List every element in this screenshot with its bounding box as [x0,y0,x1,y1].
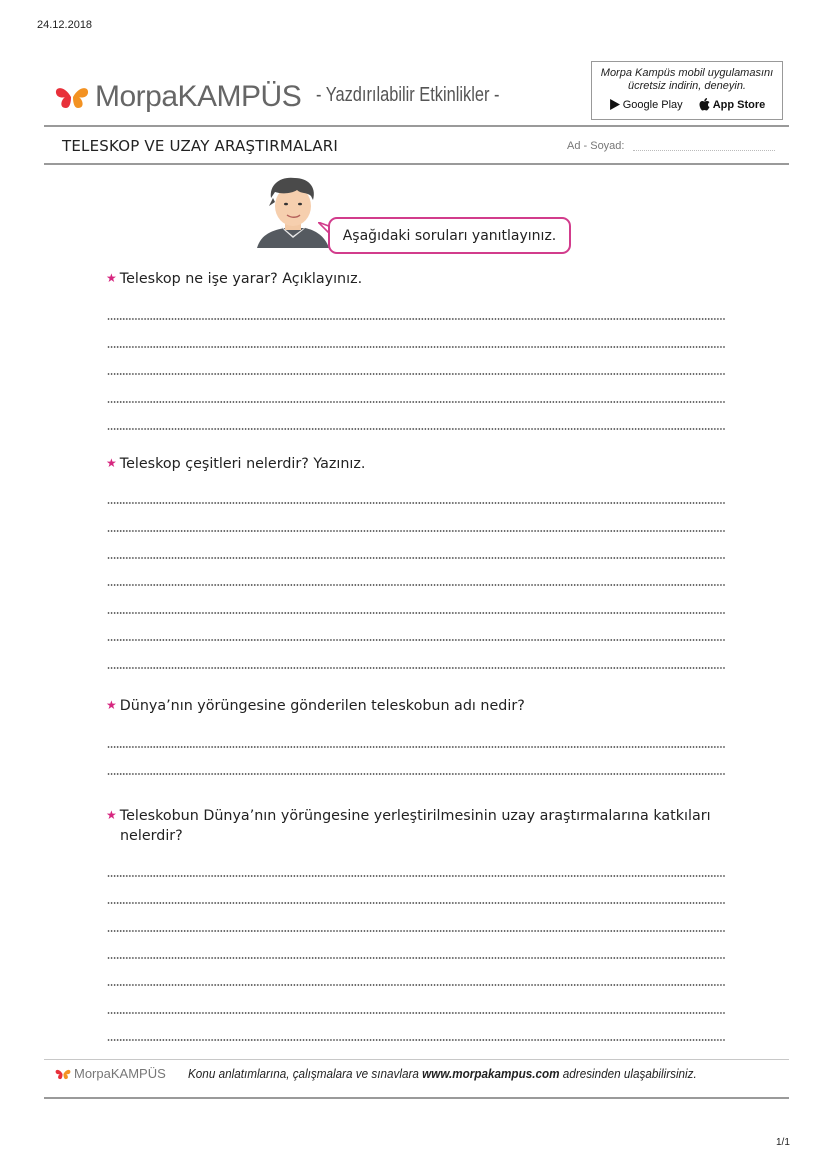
answer-line[interactable] [107,984,725,986]
apple-icon [699,98,710,111]
answer-line[interactable] [107,639,725,641]
app-store-label: App Store [712,98,766,111]
google-play-label: Google Play [622,98,683,111]
footer-text-before: Konu anlatımlarına, çalışmalara ve sınavlara [188,1066,423,1081]
answer-line[interactable] [107,773,725,775]
google-play-badge[interactable] [609,99,683,111]
header-divider-top [44,125,789,127]
instruction-bubble: Aşağıdaki soruları yanıtlayınız. [328,217,571,254]
answer-line[interactable] [107,346,725,348]
student-avatar [255,176,330,248]
name-input-line[interactable] [633,150,775,151]
page-number: 1/1 [776,1137,790,1148]
header-divider-bottom [44,163,789,165]
google-play-icon [609,99,620,110]
answer-line[interactable] [107,373,725,375]
question-4-text: Teleskobun Dünya’nın yörüngesine yerleştirilmesinin uzay araştırmalarına katkıları [119,808,711,824]
app-store-badge[interactable] [699,98,766,111]
answer-line[interactable] [107,502,725,504]
footer-divider-top [44,1059,789,1060]
answer-line[interactable] [107,667,725,669]
footer-text-after: adresinden ulaşabilirsiniz. [559,1066,697,1081]
star-bullet-icon: ★ [106,808,117,822]
footer-divider-bottom [44,1097,789,1099]
star-bullet-icon: ★ [106,698,117,712]
answer-line[interactable] [107,401,725,403]
website-link[interactable]: www.morpakampus.com [422,1066,560,1081]
answer-line[interactable] [107,530,725,532]
answer-line[interactable] [107,746,725,748]
answer-line[interactable] [107,428,725,430]
brand-subtitle: - Yazdırılabilir Etkinlikler - [316,84,500,106]
question-2-text: Teleskop çeşitleri nelerdir? Yazınız. [119,456,366,472]
answer-line[interactable] [107,557,725,559]
answer-line[interactable] [107,1039,725,1041]
answer-line[interactable] [107,612,725,614]
footer-brand-logo [55,1066,166,1081]
answer-line[interactable] [107,902,725,904]
question-3 [106,695,525,716]
butterfly-logo-icon [55,84,89,110]
brand-logo [55,80,301,114]
question-1-text: Teleskop ne işe yarar? Açıklayınız. [119,271,363,287]
footer-note [188,1066,697,1081]
boy-character-icon [255,176,330,248]
question-4 [106,805,711,846]
brand-name: MorpaKAMPÜS [95,80,302,113]
answer-line[interactable] [107,584,725,586]
document-title: TELESKOP VE UZAY ARAŞTIRMALARI [62,137,339,155]
question-3-text: Dünya’nın yörüngesine gönderilen teleskobun adı nedir? [119,698,525,714]
question-1 [106,268,362,289]
butterfly-logo-icon [55,1068,71,1080]
answer-line[interactable] [107,318,725,320]
promo-line-2: ücretsiz indirin, deneyin. [627,80,746,92]
answer-line[interactable] [107,957,725,959]
star-bullet-icon: ★ [106,271,117,285]
answer-line[interactable] [107,930,725,932]
footer-brand-name: MorpaKAMPÜS [74,1066,166,1081]
question-2 [106,453,365,474]
app-promo-box [591,61,783,120]
promo-line-1: Morpa Kampüs mobil uygulamasını [600,67,774,79]
name-label: Ad - Soyad: [567,140,625,152]
print-date: 24.12.2018 [37,19,93,31]
star-bullet-icon: ★ [106,456,117,470]
answer-line[interactable] [107,875,725,877]
question-4-text-continued: nelerdir? [120,828,183,844]
answer-line[interactable] [107,1012,725,1014]
